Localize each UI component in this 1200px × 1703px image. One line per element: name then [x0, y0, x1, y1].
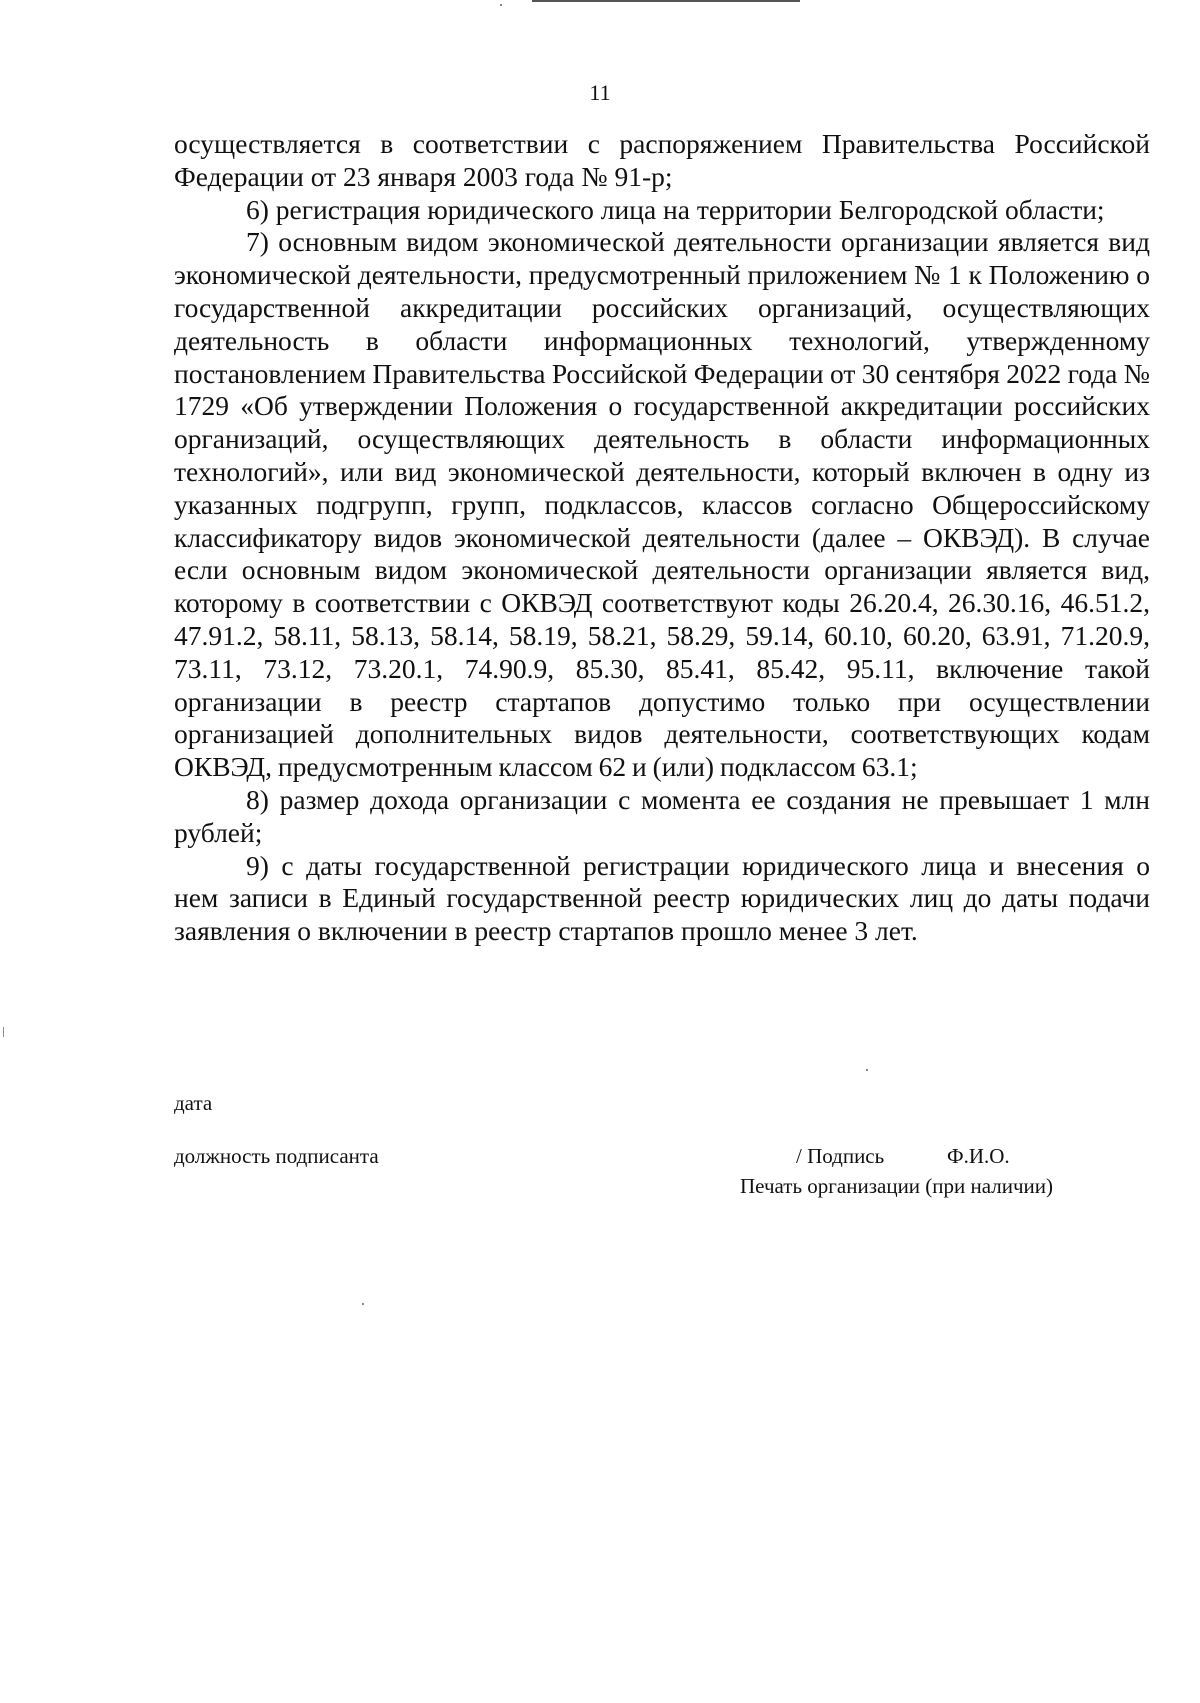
paragraph-item-6: 6) регистрация юридического лица на территории Белгородской области; [246, 193, 1105, 225]
date-label: дата [174, 1091, 213, 1115]
scan-speck [362, 1303, 364, 1305]
paragraph-item-7: 7) основным видом экономической деятельности организации является вид экономической деятельности, предусмотренный приложением № 1 к Положению о государственной аккредитации российских организаций, осуществляющих деятельность в области информационных технологий, утвержденному постановлением Правительства Российской Федерации от 30 сентября 2022 года № 1729 «Об утверждении Положения о государственной аккредитации российских организаций, осуществляющих деятельность в области информационных технологий», или вид экономической деятельности, который включен в одну из указанных подгрупп, групп, подклассов, классов согласно Общероссийскому классификатору видов экономической деятельности (далее – ОКВЭД). В случае если основным видом экономической деятельности организации является вид, которому в соответствии с ОКВЭД соответствуют коды 26.20.4, 26.30.16, 46.51.2, 47.91.2, 58.11, 58.13, 58.14, 58.19, 58.21, 58.29, 59.14, 60.10, 60.20, 63.91, 71.20.9, 73.11, 73.12, 73.20.1, 74.90.9, 85.30, 85.41, 85.42, 95.11, включение такой организации в реестр стартапов допустимо только при осуществлении организацией дополнительных видов деятельности, соответствующих кодам ОКВЭД, предусмотренным классом 62 и (или) подклассом 63.1; [174, 226, 1150, 783]
top-rule [532, 0, 800, 2]
signatory-position-label: должность подписанта [174, 1144, 379, 1168]
paragraph-item-9: 9) с даты государственной регистрации юридического лица и внесения о нем записи в Единый государственной реестр юридических лиц до даты подачи заявления о включении в реестр стартапов прошло менее 3 лет. [174, 849, 1150, 947]
full-name-label: Ф.И.О. [947, 1144, 1010, 1168]
organization-stamp-label: Печать организации (при наличии) [740, 1174, 1054, 1198]
scan-speck [3, 1027, 4, 1037]
paragraph-item-8: 8) размер дохода организации с момента ее создания не превышает 1 млн рублей; [174, 783, 1150, 848]
page-number: 11 [589, 80, 611, 105]
signature-label: / Подпись [796, 1144, 885, 1168]
scan-speck [500, 4, 502, 6]
scan-speck [866, 1069, 868, 1071]
paragraph-continuation: осуществляется в соответствии с распоряжением Правительства Российской Федерации от 23 января 2003 года № 91-р; [174, 128, 1150, 192]
body-text [174, 128, 1150, 948]
